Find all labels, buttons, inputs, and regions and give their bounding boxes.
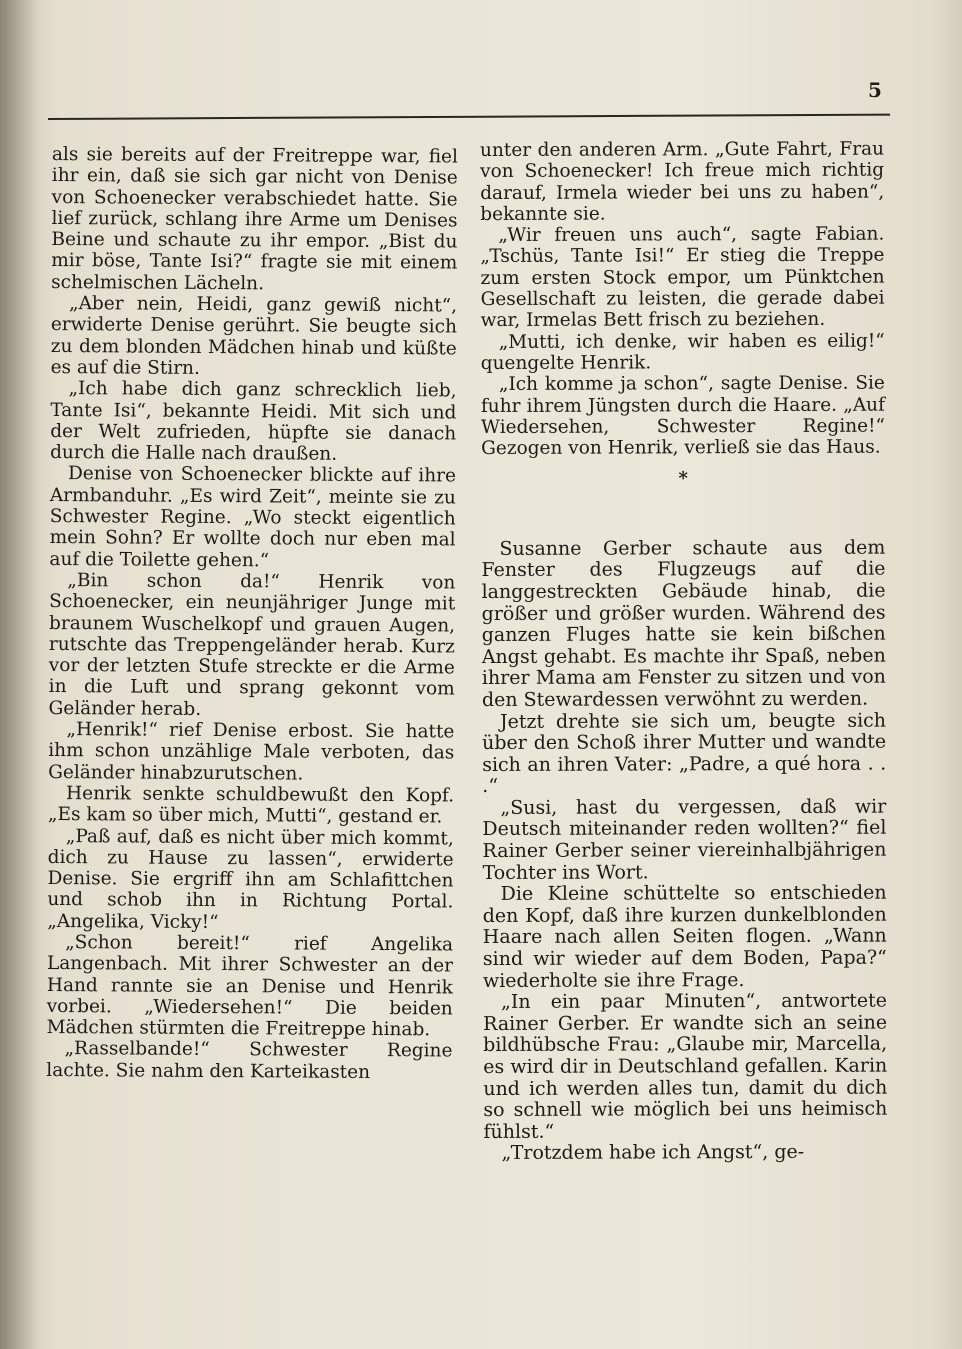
paragraph: „Paß auf, daß es nicht über mich kommt, dich zu Hause zu lassen“, erwiderte Denise. Sie ergriff ihn am Schlafittchen und schob ihn in Richtung Portal. „Angelika, Vicky!“ xyxy=(47,825,454,933)
paragraph: Susanne Gerber schaute aus dem Fenster des Flugzeugs auf die langgestreckten Gebäude hinab, die größer und größer wurden. Während des ganzen Fluges hatte sie kein bißchen Angst gehabt. Es machte ihr Spaß, neben ihrer Mama am Fenster zu sitzen und von den Stewardessen verwöhnt zu werden. xyxy=(481,536,886,711)
right-column xyxy=(480,139,888,1165)
paragraph: „Trotzdem habe ich Angst“, ge- xyxy=(501,1141,805,1165)
left-column xyxy=(46,144,458,1084)
paragraph: unter den anderen Arm. „Gute Fahrt, Frau von Schoenecker! Ich freue mich richtig darauf, Irmela wieder bei uns zu haben“, bekannte sie. xyxy=(480,138,885,225)
paragraph: „Aber nein, Heidi, ganz gewiß nicht“, erwiderte Denise gerührt. Sie beugte sich zu dem blonden Mädchen hinab und küßte es auf die Stirn. xyxy=(50,293,458,379)
paragraph: „Wir freuen uns auch“, sagte Fabian. „Tschüs, Tante Isi!“ Er stieg die Treppe zum ersten Stock empor, um Pünktchen Gesellschaft zu leisten, die gerade dabei war, Irmelas Bett frisch zu beziehen. xyxy=(480,223,885,332)
header-rule xyxy=(48,114,890,120)
new-section xyxy=(481,537,887,1165)
spine-shadow xyxy=(0,0,40,1349)
paragraph: „Mutti, ich denke, wir haben es eilig!“ quengelte Henrik. xyxy=(480,330,885,374)
paragraph: „Schon bereit!“ rief Angelika Langenbach. Mit ihrer Schwester an der Hand rannte sie an Denise und Henrik vorbei. „Wiedersehen!“ Die beiden Mädchen stürmten die Freitreppe hinab. xyxy=(46,932,454,1041)
paragraph: Henrik senkte schuldbewußt den Kopf. „Es kam so über mich, Mutti“, gestand er. xyxy=(47,783,455,828)
paragraph: „Henrik!“ rief Denise erbost. Sie hatte ihm schon unzählige Male verboten, das Geländer hinabzurutschen. xyxy=(48,719,455,785)
paragraph: als sie bereits auf der Freitreppe war, fiel ihr ein, daß sie sich gar nicht von Denise von Schoenecker verabschiedet hatte. Sie lief zurück, schlang ihre Arme um Denises Beine und schaute zu ihr empor. „Bist du mir böse, Tante Isi?“ fragte sie mit einem schelmischen Lächeln. xyxy=(51,144,458,295)
paragraph: „Ich habe dich ganz schrecklich lieb, Tante Isi“, bekannte Heidi. Mit sich und der Welt zufrieden, hüpfte sie danach durch die Halle nach draußen. xyxy=(50,378,457,465)
paragraph: Denise von Schoenecker blickte auf ihre Armbanduhr. „Es wird Zeit“, meinte sie zu Schwester Regine. „Wo steckt eigentlich mein Sohn? Er wollte doch nur eben mal auf die Toilette gehen.“ xyxy=(49,463,457,571)
paragraph: Jetzt drehte sie sich um, beugte sich über den Schoß ihrer Mutter und wandte sich an ihren Vater: „Padre, a qué hora . . .“ xyxy=(482,709,887,798)
paragraph: „Rasselbande!“ Schwester Regine lachte. Sie nahm den Karteikasten xyxy=(46,1038,453,1083)
paragraph: „In ein paar Minuten“, antwortete Rainer Gerber. Er wandte sich an seine bildhübsche Frau: „Glaube mir, Marcella, es wird dir in Deutschland gefallen. Karin und ich werden alles tun, damit du dich so schnell wie möglich bei uns heimisch fühlst.“ xyxy=(483,989,888,1143)
page-number: 5 xyxy=(868,78,882,102)
paragraph: Die Kleine schüttelte so entschieden den Kopf, daß ihre kurzen dunkelblonden Haare nach allen Seiten flogen. „Wann sind wir wieder auf dem Boden, Papa?“ wiederholte sie ihre Frage. xyxy=(482,881,887,992)
section-separator: * xyxy=(678,468,688,490)
paragraph: „Ich komme ja schon“, sagte Denise. Sie fuhr ihrem Jüngsten durch die Haare. „Auf Wiedersehen, Schwester Regine!“ Gezogen von Henrik, verließ sie das Haus. xyxy=(480,372,886,460)
paragraph: „Susi, hast du vergessen, daß wir Deutsch miteinander reden wollten?“ fiel Rainer Gerber seiner vierеinhalbjährigen Tochter ins Wort. xyxy=(482,795,887,884)
paragraph: „Bin schon da!“ Henrik von Schoenecker, ein neunjähriger Junge mit braunem Wuschelkopf und grauen Augen, rutschte das Treppengeländer herab. Kurz vor der letzten Stufe streckte er die Arme in die Luft und sprang gekonnt vom Geländer herab. xyxy=(48,570,456,720)
